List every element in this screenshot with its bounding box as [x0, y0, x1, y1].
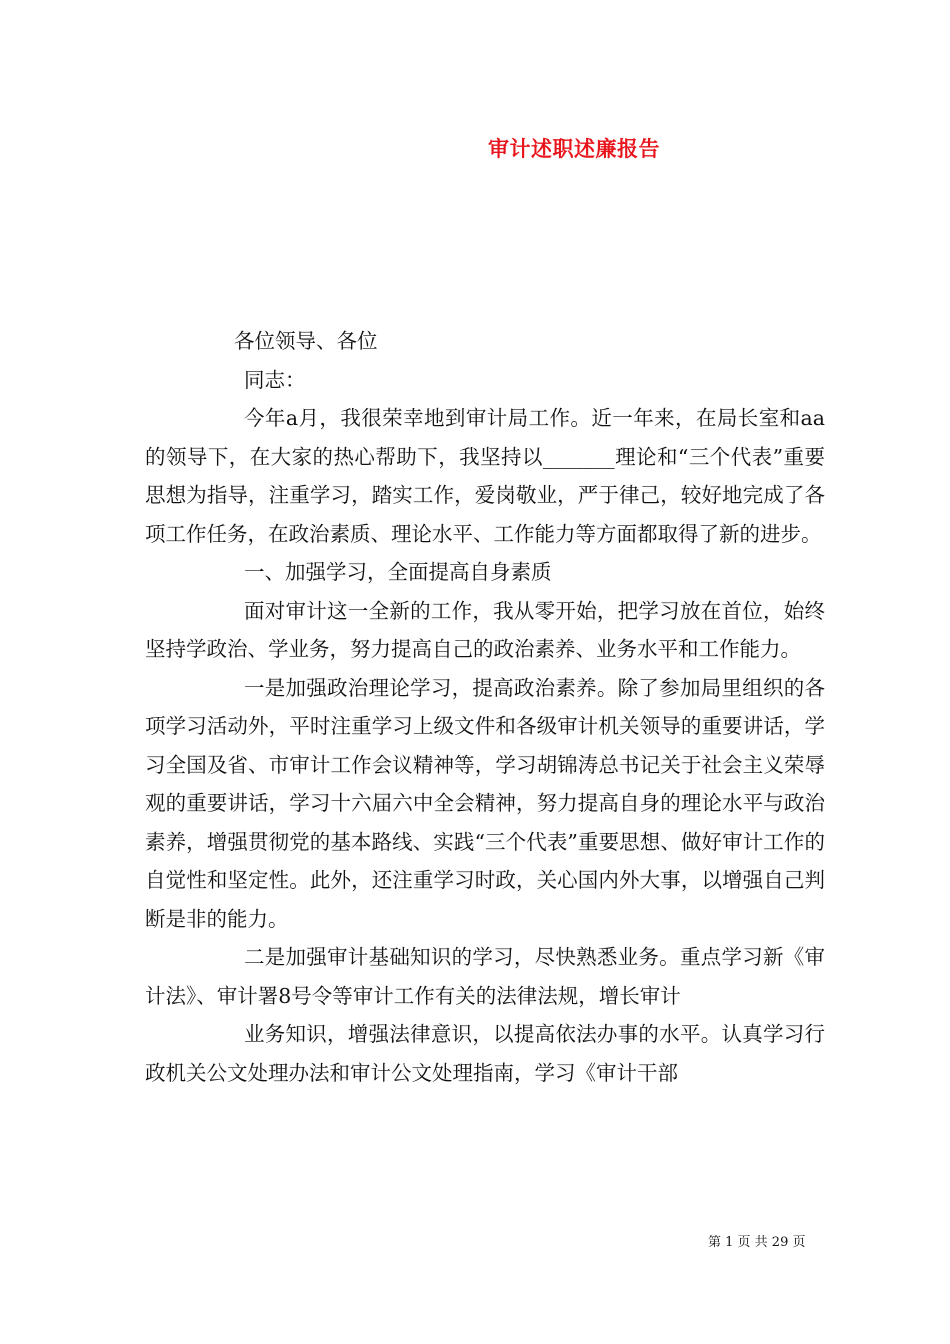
paragraph-political-study: 一是加强政治理论学习，提高政治素养。除了参加局里组织的各项学习活动外，平时注重学习上级文件和各级审计机关领导的重要讲话，学习全国及省、市审计工作会议精神等，学习胡锦涛总书记关于社会主义荣辱观的重要讲话，学习十六届六中全会精神，努力提高自身的理论水平与政治素养，增强贯彻党的基本路线、实践“三个代表”重要思想、做好审计工作的自觉性和坚定性。此外，还注重学习时政，关心国内外大事，以增强自己判断是非的能力。: [145, 675, 825, 931]
document-title: 审计述职述廉报告: [488, 136, 660, 161]
greeting-line-1: 各位领导、各位: [234, 329, 378, 353]
paragraph-audit-basics: 二是加强审计基础知识的学习，尽快熟悉业务。重点学习新《审计法》、审计署8号令等审计工作有关的法律法规，增长审计: [145, 945, 825, 1008]
section-heading-1: 一、加强学习，全面提高自身素质: [244, 560, 552, 584]
paragraph-study-overview: 面对审计这一全新的工作，我从零开始，把学习放在首位，始终坚持学政治、学业务，努力提高自己的政治素养、业务水平和工作能力。: [145, 598, 825, 661]
page-number-footer: 第 1 页 共 29 页: [708, 1235, 806, 1250]
document-body: [145, 322, 825, 1092]
paragraph-business-knowledge: 业务知识，增强法律意识，以提高依法办事的水平。认真学习行政机关公文处理办法和审计公文处理指南，学习《审计干部: [145, 1022, 825, 1085]
paragraph-intro: 今年a月，我很荣幸地到审计局工作。近一年来，在局长室和aa的领导下，在大家的热心帮助下，我坚持以_______理论和“三个代表”重要思想为指导，注重学习，踏实工作，爱岗敬业，严于律己，较好地完成了各项工作任务，在政治素质、理论水平、工作能力等方面都取得了新的进步。: [145, 406, 825, 546]
greeting-line-2: 同志：: [244, 367, 306, 392]
